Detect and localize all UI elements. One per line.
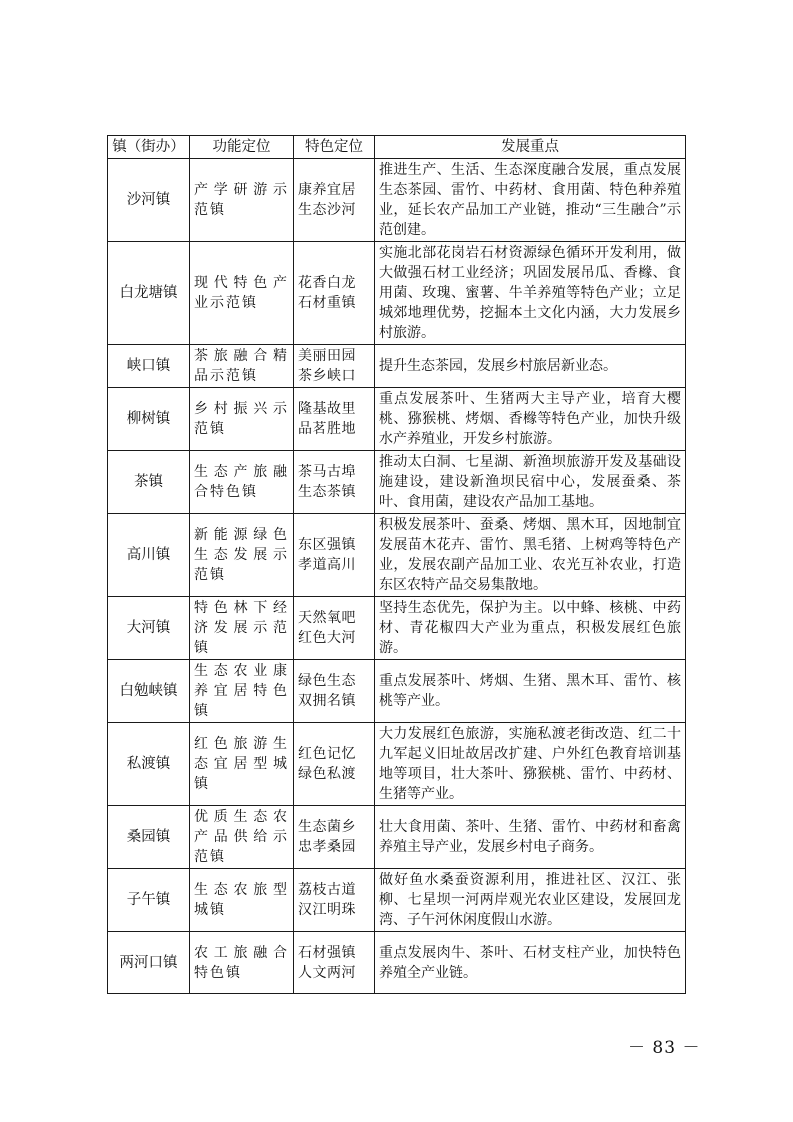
feature-cell: 美丽田园茶乡峡口 (294, 345, 375, 388)
feature-cell: 隆基故里品茗胜地 (294, 388, 375, 451)
town-cell: 大河镇 (108, 597, 190, 660)
feature-cell: 荔枝古道汉江明珠 (294, 869, 375, 932)
town-cell: 高川镇 (108, 514, 190, 597)
feature-cell: 茶马古埠生态茶镇 (294, 451, 375, 514)
focus-cell: 积极发展茶叶、蚕桑、烤烟、黑木耳，因地制宜发展苗木花卉、雷竹、黑毛猪、上树鸡等特色产业，发展农副产品加工业、农光互补农业，打造东区农特产品交易集散地。 (375, 514, 686, 597)
table-row (108, 159, 686, 242)
feature-cell: 石材强镇人文两河 (294, 932, 375, 994)
focus-cell: 提升生态茶园，发展乡村旅居新业态。 (375, 345, 686, 388)
focus-cell: 大力发展红色旅游，实施私渡老街改造、红二十九军起义旧址故居改扩建、户外红色教育培训基地等项目，壮大茶叶、猕猴桃、雷竹、中药材、生猪等产业。 (375, 723, 686, 806)
feature-cell: 东区强镇孝道高川 (294, 514, 375, 597)
feature-cell: 花香白龙石材重镇 (294, 242, 375, 345)
town-cell: 两河口镇 (108, 932, 190, 994)
town-cell: 峡口镇 (108, 345, 190, 388)
table-row (108, 514, 686, 597)
feature-cell: 康养宜居生态沙河 (294, 159, 375, 242)
table-row (108, 242, 686, 345)
table-row (108, 660, 686, 723)
function-cell: 现代特色产业示范镇 (190, 242, 294, 345)
focus-cell: 推进生产、生活、生态深度融合发展，重点发展生态茶园、雷竹、中药材、食用菌、特色种养殖业，延长农产品加工产业链，推动“三生融合”示范创建。 (375, 159, 686, 242)
function-cell: 生态农旅型城镇 (190, 869, 294, 932)
focus-cell: 推动太白洞、七星湖、新渔坝旅游开发及基础设施建设，建设新渔坝民宿中心，发展蚕桑、茶叶、食用菌，建设农产品加工基地。 (375, 451, 686, 514)
focus-cell: 重点发展茶叶、生猪两大主导产业，培育大樱桃、猕猴桃、烤烟、香橼等特色产业，加快升级水产养殖业，开发乡村旅游。 (375, 388, 686, 451)
feature-cell: 生态菌乡忠孝桑园 (294, 806, 375, 869)
function-cell: 产学研游示范镇 (190, 159, 294, 242)
focus-cell: 做好鱼水桑蚕资源利用，推进社区、汉江、张柳、七星坝一河两岸观光农业区建设，发展回龙湾、子午河休闲度假山水游。 (375, 869, 686, 932)
function-cell: 生态农业康养宜居特色镇 (190, 660, 294, 723)
focus-cell: 壮大食用菌、茶叶、生猪、雷竹、中药材和畜禽养殖主导产业，发展乡村电子商务。 (375, 806, 686, 869)
table-row (108, 597, 686, 660)
header-town: 镇（街办） (108, 136, 190, 159)
town-cell: 白龙塘镇 (108, 242, 190, 345)
function-cell: 新能源绿色生态发展示范镇 (190, 514, 294, 597)
focus-cell: 实施北部花岗岩石材资源绿色循环开发利用，做大做强石材工业经济；巩固发展吊瓜、香橼、食用菌、玫瑰、蜜薯、牛羊养殖等特色产业；立足城郊地理优势，挖掘本土文化内涵，大力发展乡村旅游。 (375, 242, 686, 345)
town-cell: 桑园镇 (108, 806, 190, 869)
table-row (108, 345, 686, 388)
header-function: 功能定位 (190, 136, 294, 159)
table-row (108, 869, 686, 932)
table-row (108, 451, 686, 514)
focus-cell: 重点发展肉牛、茶叶、石材支柱产业，加快特色养殖全产业链。 (375, 932, 686, 994)
town-cell: 沙河镇 (108, 159, 190, 242)
function-cell: 生态产旅融合特色镇 (190, 451, 294, 514)
function-cell: 茶旅融合精品示范镇 (190, 345, 294, 388)
town-cell: 私渡镇 (108, 723, 190, 806)
table-header-row (108, 136, 686, 159)
table-row (108, 932, 686, 994)
function-cell: 优质生态农产品供给示范镇 (190, 806, 294, 869)
town-cell: 茶镇 (108, 451, 190, 514)
function-cell: 特色林下经济发展示范镇 (190, 597, 294, 660)
function-cell: 农工旅融合特色镇 (190, 932, 294, 994)
header-focus: 发展重点 (375, 136, 686, 159)
feature-cell: 绿色生态双拥名镇 (294, 660, 375, 723)
function-cell: 乡村振兴示范镇 (190, 388, 294, 451)
town-positioning-table (107, 135, 686, 994)
function-cell: 红色旅游生态宜居型城镇 (190, 723, 294, 806)
focus-cell: 坚持生态优先，保护为主。以中蜂、核桃、中药材、青花椒四大产业为重点，积极发展红色旅游。 (375, 597, 686, 660)
feature-cell: 红色记忆绿色私渡 (294, 723, 375, 806)
table-row (108, 806, 686, 869)
table-row (108, 388, 686, 451)
town-cell: 柳树镇 (108, 388, 190, 451)
feature-cell: 天然氧吧红色大河 (294, 597, 375, 660)
focus-cell: 重点发展茶叶、烤烟、生猪、黑木耳、雷竹、核桃等产业。 (375, 660, 686, 723)
town-cell: 子午镇 (108, 869, 190, 932)
header-feature: 特色定位 (294, 136, 375, 159)
table-row (108, 723, 686, 806)
page-number: － 83 － (628, 1038, 701, 1058)
town-cell: 白勉峡镇 (108, 660, 190, 723)
